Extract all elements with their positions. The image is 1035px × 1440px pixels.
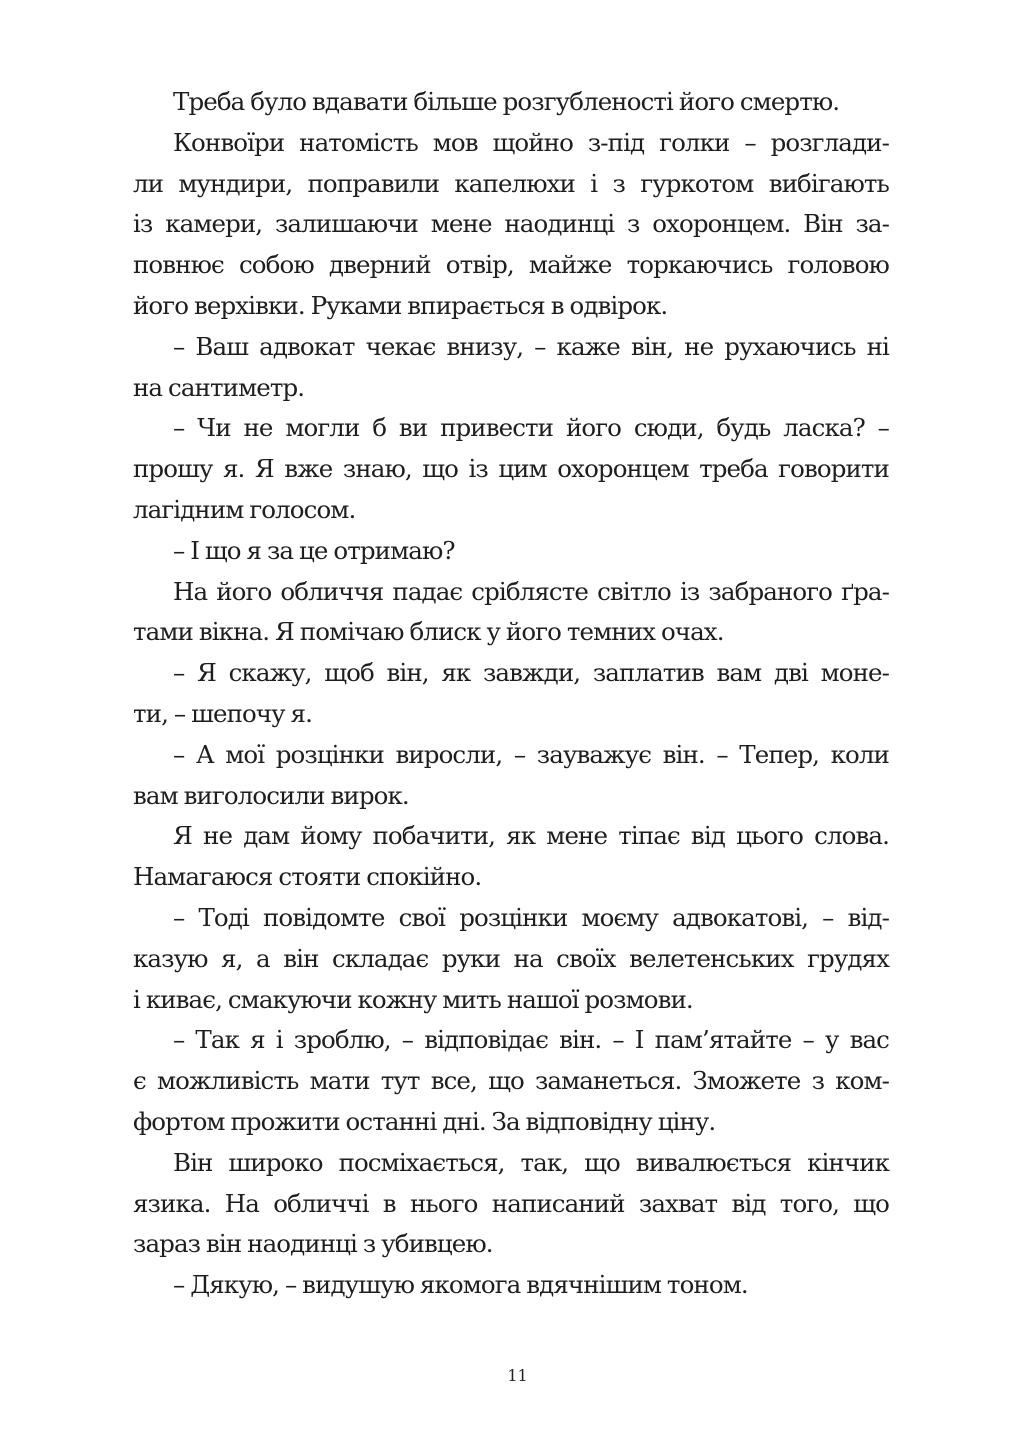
text-line: лагідним голосом. [133,494,356,524]
text-line: – Так я і зроблю, – відповідає він. – І пам’ятайте – у вас [173,1025,889,1055]
text-line: – І що я за це отримаю? [173,535,455,565]
text-line: його верхівки. Руками впирається в одвірок. [133,290,668,320]
text-line: ли мундири, поправили капелюхи і з гуркотом вибігають [133,168,889,198]
text-line: Я не дам йому побачити, як мене тіпає від цього слова. [173,821,889,851]
text-line: ти, – шепочу я. [133,698,312,728]
text-line: зараз він наодинці з убивцею. [133,1229,493,1259]
text-line: На його обличчя падає сріблясте світло із забраного ґра- [173,576,889,606]
text-line: є можливість мати тут все, що заманеться. Зможете з ком- [133,1066,889,1096]
text-line: на сантиметр. [133,372,305,402]
text-line: із камери, залишаючи мене наодинці з охоронцем. Він за- [133,209,889,239]
text-line: прошу я. Я вже знаю, що із цим охоронцем треба говорити [133,454,889,484]
text-line: язика. На обличчі в нього написаний захват від того, що [133,1188,889,1218]
text-line: тами вікна. Я помічаю блиск у його темних очах. [133,617,724,647]
text-line: – Ваш адвокат чекає внизу, – каже він, не рухаючись ні [173,331,889,361]
text-line: Намагаюся стояти спокійно. [133,862,482,892]
text-line: – Дякую, – видушую якомога вдячнішим тоном. [173,1270,748,1300]
text-line: фортом прожити останні дні. За відповідну ціну. [133,1106,716,1136]
text-line: повнює собою дверний отвір, майже торкаючись головою [133,250,889,280]
page-number: 11 [507,1366,528,1385]
text-line: вам виголосили вирок. [133,780,409,810]
text-line: – Я скажу, щоб він, як завжди, заплатив вам дві моне- [173,658,889,688]
text-line: – Чи не могли б ви привести його сюди, будь ласка? – [173,413,889,443]
text-line: і киває, смакуючи кожну мить нашої розмови. [133,984,693,1014]
text-line: Конвоїри натомість мов щойно з-під голки – розглади- [173,127,889,157]
text-line: казую я, а він складає руки на своїх велетенських грудях [133,943,889,973]
text-line: Він широко посміхається, так, що вивалюється кінчик [173,1147,889,1177]
text-line: Треба було вдавати більше розгубленості його смертю. [173,87,840,116]
body-text [133,82,889,1306]
text-line: – А мої розцінки виросли, – зауважує він. – Тепер, коли [173,739,889,769]
text-line: – Тоді повідомте свої розцінки моєму адвокатові, – від- [173,902,889,932]
